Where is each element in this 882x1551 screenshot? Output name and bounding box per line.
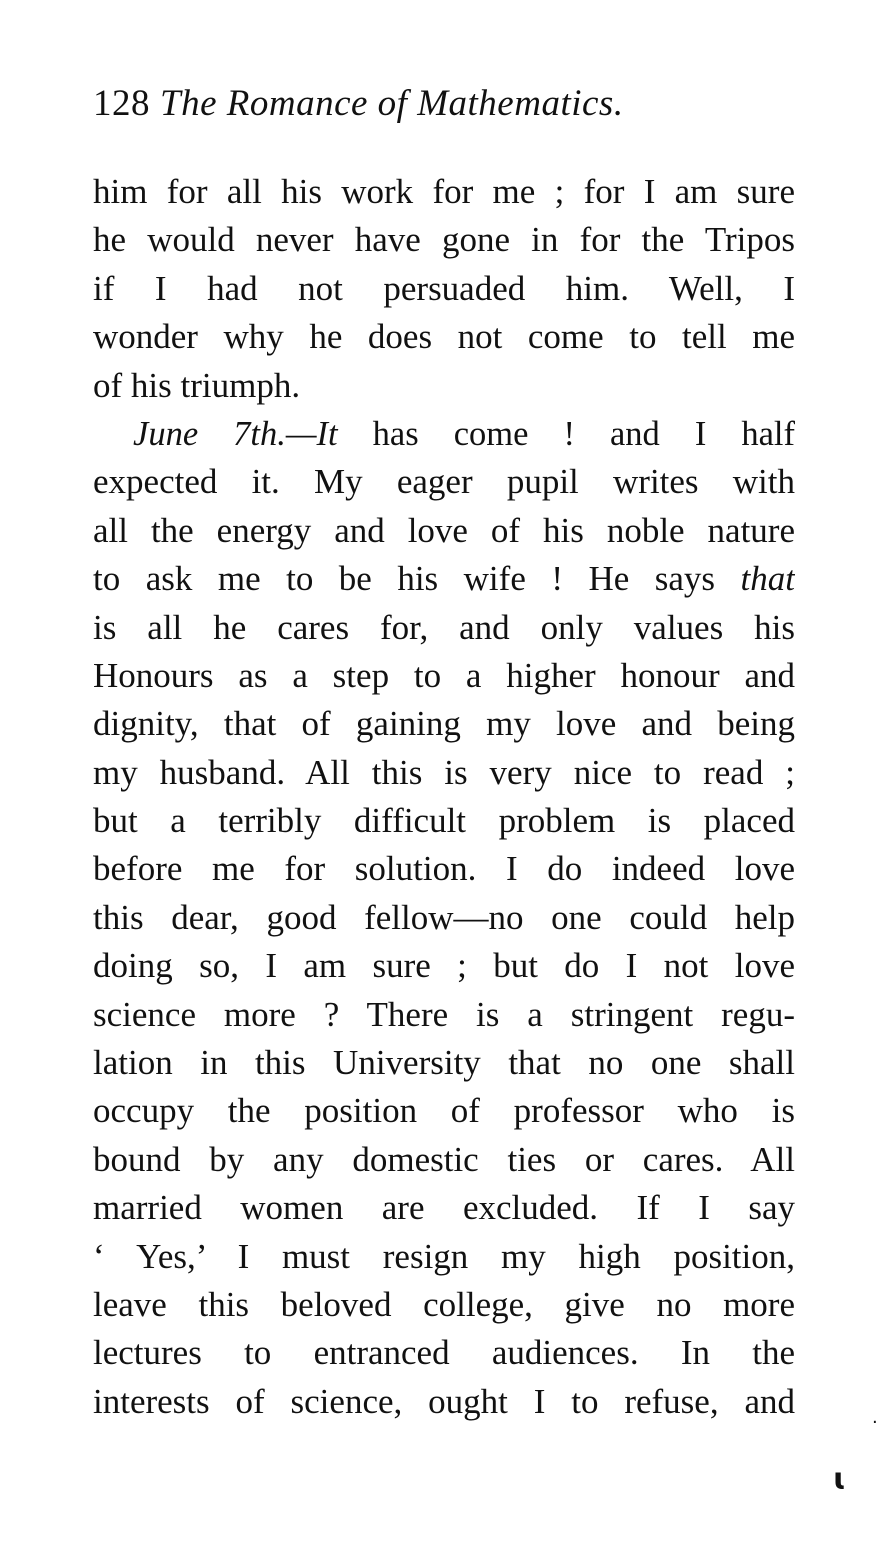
text-line: doing so, I am sure ; but do I not love (93, 946, 795, 986)
text-line: is all he cares for, and only values his (93, 607, 795, 647)
page-number: 128 (93, 83, 150, 124)
margin-dot-mark: · (872, 1412, 878, 1433)
entry-date: June 7th.—It (133, 414, 338, 453)
text-line: to ask me to be his wife ! He says that (93, 559, 795, 599)
text-line: occupy the position of professor who is (93, 1091, 795, 1131)
text-line-dated-entry: June 7th.—It has come ! and I half (133, 414, 795, 453)
text-line: all the energy and love of his noble nature (93, 510, 795, 550)
emphasis: that (740, 559, 795, 599)
text-line: leave this beloved college, give no more (93, 1284, 795, 1324)
text-line: if I had not persuaded him. Well, I (93, 268, 795, 308)
running-head (93, 80, 624, 128)
text-line: married women are excluded. If I say (93, 1188, 795, 1228)
text-line: but a terribly difficult problem is placed (93, 801, 795, 841)
text-line: of his triumph. (93, 365, 301, 405)
text-line: dignity, that of gaining my love and being (93, 704, 795, 744)
margin-hook-mark: ɩ (833, 1462, 847, 1497)
text-line: Honours as a step to a higher honour and (93, 655, 795, 695)
text-line: my husband. All this is very nice to read ; (93, 752, 795, 792)
text-line: before me for solution. I do indeed love (93, 849, 795, 889)
text-line: he would never have gone in for the Tripos (93, 220, 795, 260)
text-line: bound by any domestic ties or cares. All (93, 1139, 795, 1179)
text-line: expected it. My eager pupil writes with (93, 462, 795, 502)
text-line: wonder why he does not come to tell me (93, 317, 795, 357)
text-line: interests of science, ought I to refuse, and (93, 1381, 795, 1421)
text-line: ‘ Yes,’ I must resign my high position, (93, 1236, 795, 1276)
text-line: him for all his work for me ; for I am sure (93, 172, 795, 211)
text-line: lation in this University that no one shall (93, 1043, 795, 1083)
text-line: this dear, good fellow—no one could help (93, 897, 795, 937)
text-line: science more ? There is a stringent regu- (93, 994, 795, 1034)
text-line: lectures to entranced audiences. In the (93, 1333, 795, 1373)
book-title: The Romance of Mathematics. (160, 83, 624, 124)
body-text (93, 168, 795, 1426)
